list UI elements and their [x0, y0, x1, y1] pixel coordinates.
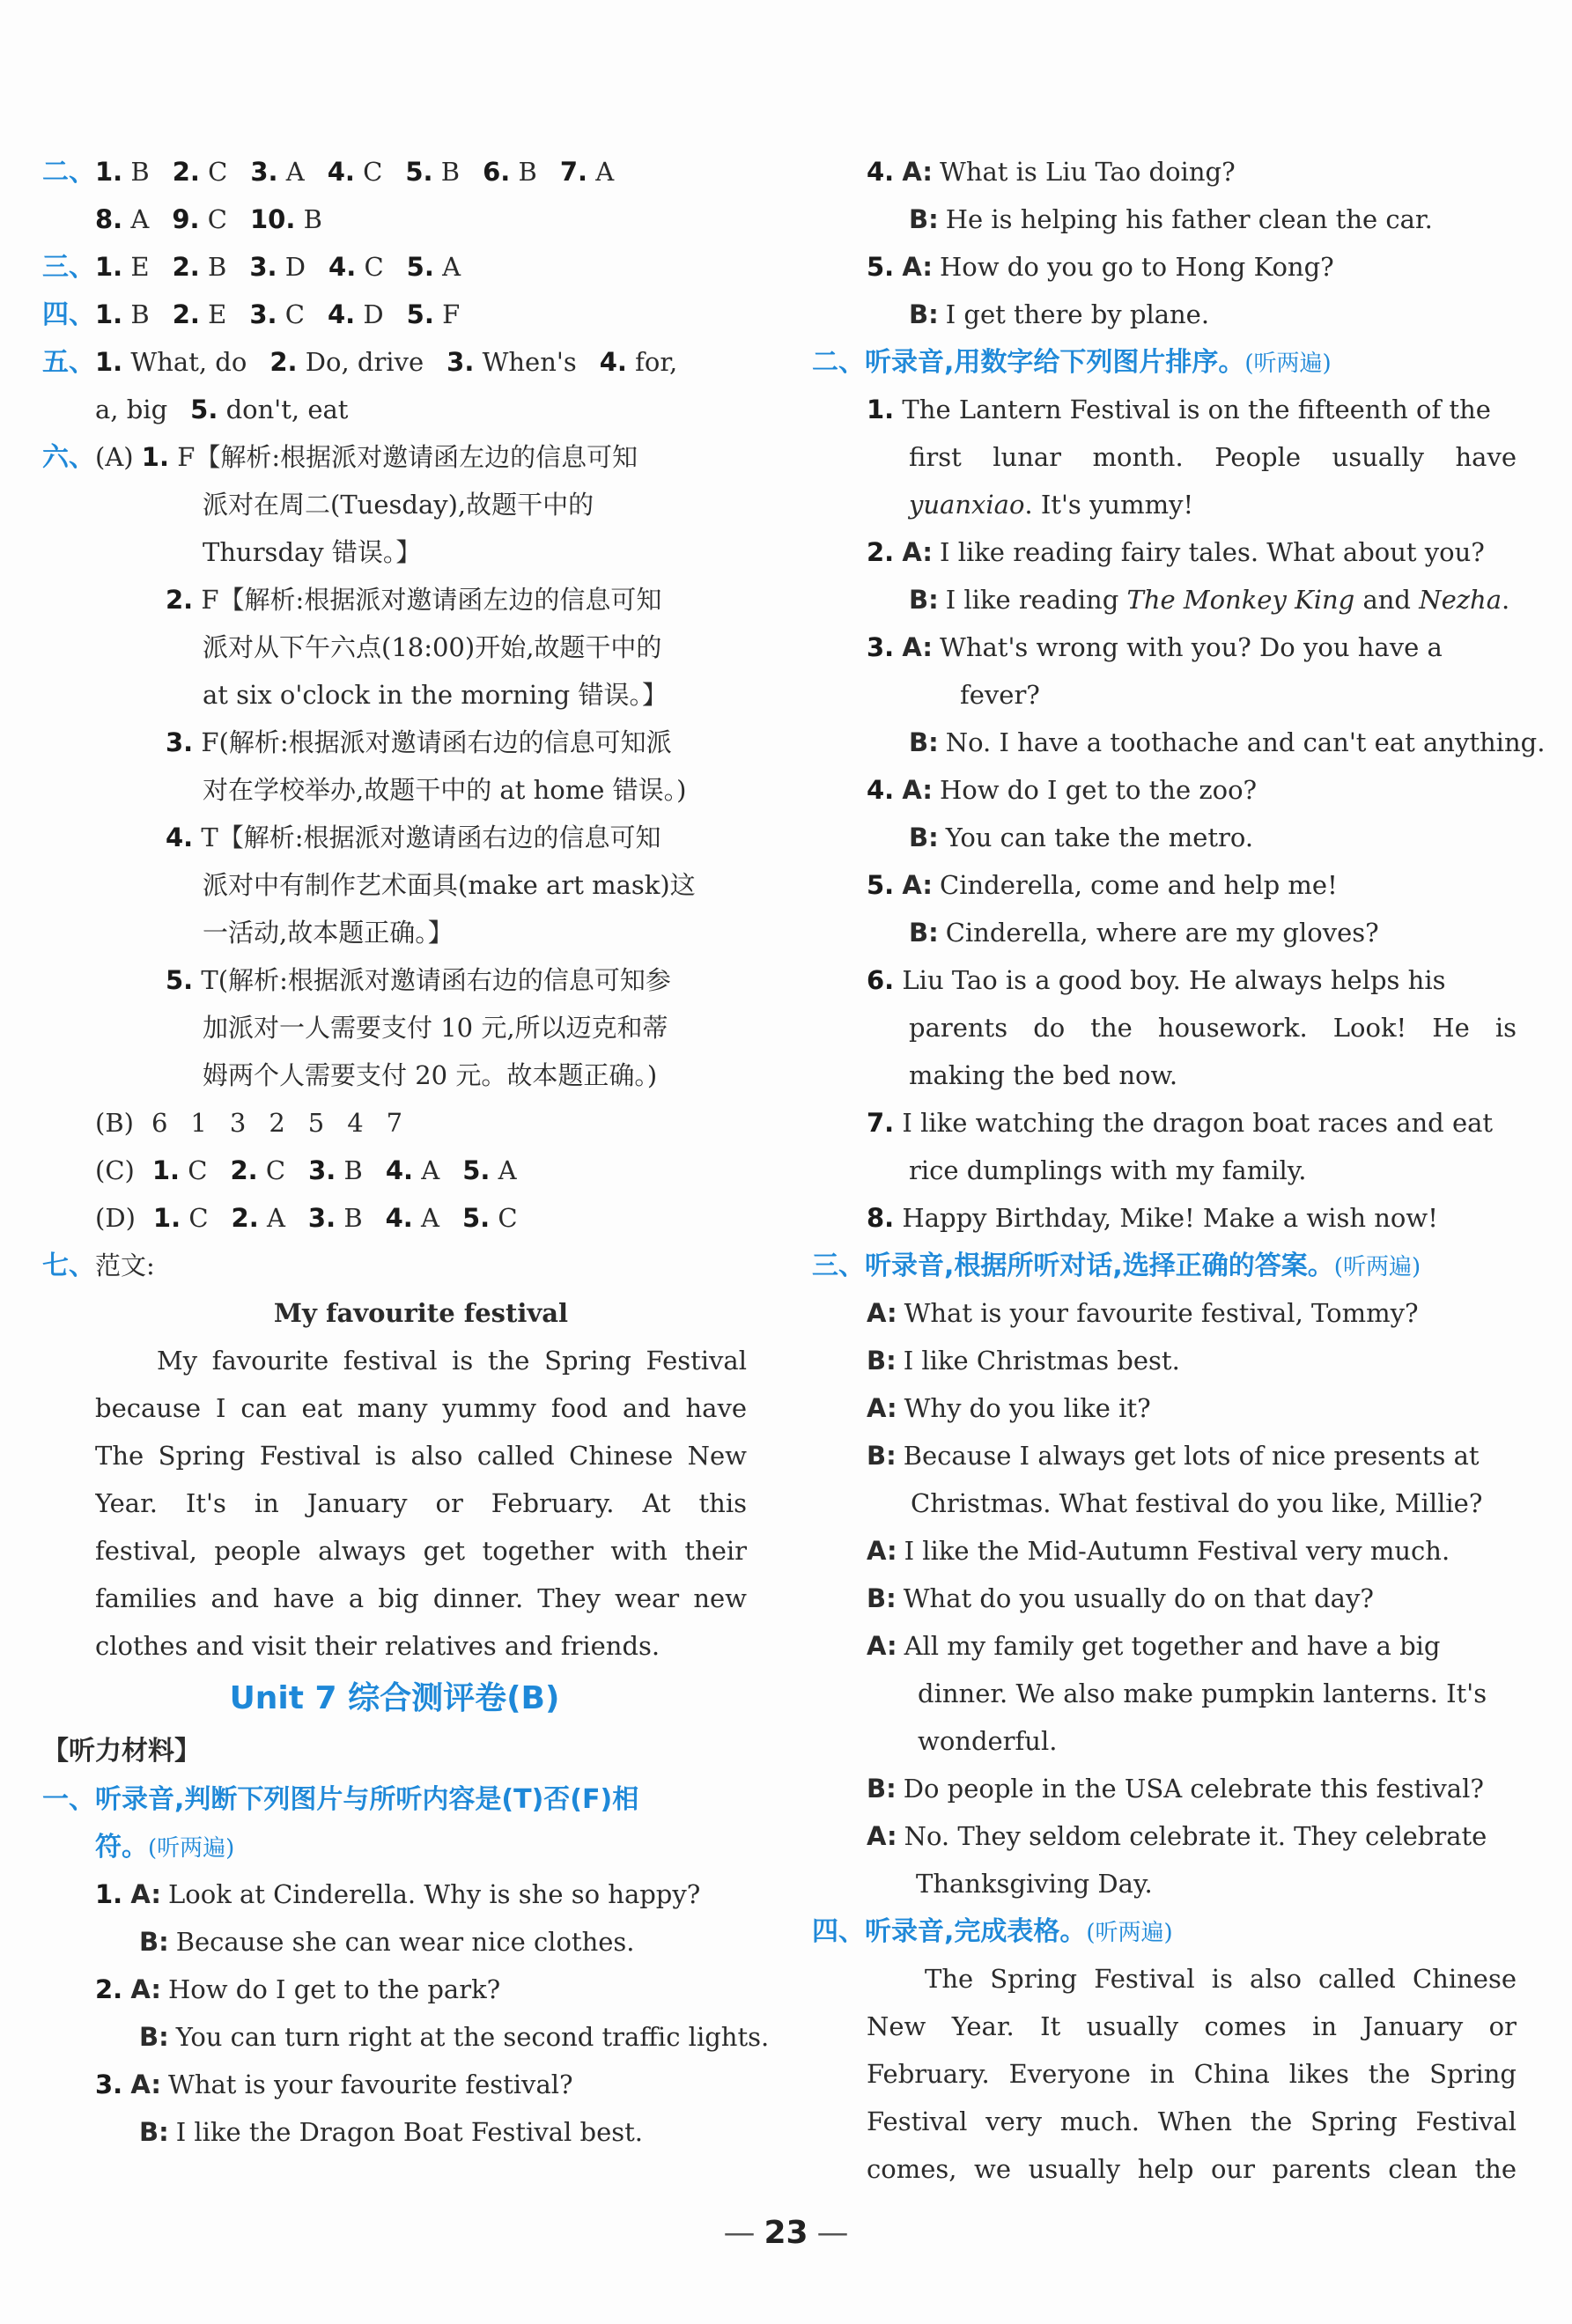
dialog-4-b: [909, 196, 1517, 243]
section-title: 听录音,判断下列图片与所听内容是(T)否(F)相: [95, 1784, 639, 1815]
explanation-text: 对在学校举办,故题干中的 at home 错误。): [203, 775, 687, 805]
listen-twice-note: (听两遍): [1086, 1920, 1173, 1946]
answer: E: [208, 299, 227, 329]
q-num: 1.: [95, 157, 123, 187]
sec6-partB: [95, 1099, 747, 1147]
dialog-1-b: [139, 1918, 747, 1966]
q-num: 2.: [172, 299, 200, 329]
explanation-text: 一活动,故本题正确。】: [203, 918, 454, 948]
q-num: 3.: [867, 632, 895, 662]
part-label: (B): [95, 1108, 134, 1138]
passage-line: comes, we usually help our parents clean the: [867, 2154, 1517, 2184]
answer-row-sec2-2: [95, 196, 747, 243]
dialog-text: I like reading: [945, 585, 1127, 615]
part2-item1-line1: [867, 386, 1517, 433]
listening-text: first lunar month. People usually have: [909, 442, 1517, 472]
answer: D: [363, 299, 384, 329]
answer: A: [595, 157, 615, 187]
q-num: 1.: [867, 395, 895, 424]
section-label: 二、: [42, 157, 95, 188]
explanation-text: F【解析:根据派对邀请函左边的信息可知: [177, 442, 638, 472]
explanation-text: 姆两个人需要支付 20 元。故本题正确。): [203, 1060, 658, 1090]
q-num: 2.: [230, 1155, 258, 1185]
listening-text: parents do the housework. Look! He is: [909, 1013, 1517, 1043]
answer-row-sec4: [42, 291, 747, 338]
q-num: 3.: [250, 157, 278, 187]
dialog-text: dinner. We also make pumpkin lanterns. It's: [918, 1678, 1487, 1708]
q-num: 4.: [166, 823, 194, 852]
section-label: 四、: [812, 1916, 865, 1947]
answer: A: [442, 252, 461, 282]
q-num: 5.: [462, 1155, 491, 1185]
dialog-text: All my family get together and have a big: [904, 1631, 1441, 1661]
q-num: 1.: [95, 347, 123, 377]
part2-item4-a: [867, 766, 1517, 814]
sec6-partC: [95, 1147, 747, 1194]
answer: C: [498, 1203, 518, 1233]
part2-item1-line3: [909, 481, 1517, 528]
part4-title: [812, 1907, 1517, 1955]
q-num: 7.: [559, 157, 588, 187]
answer: 4: [347, 1108, 364, 1138]
q-num: 5.: [867, 870, 895, 900]
speaker-b: B:: [139, 1927, 169, 1957]
answer: for,: [635, 347, 678, 377]
answer: B: [440, 157, 461, 187]
section-label: 三、: [812, 1251, 865, 1281]
q-num: 10.: [250, 204, 296, 234]
explanation-text: at six o'clock in the morning 错误。】: [203, 680, 668, 710]
speaker-a: A:: [902, 157, 934, 187]
passage-line: February. Everyone in China likes the Spring: [867, 2059, 1517, 2089]
explanation-text: 加派对一人需要支付 10 元,所以迈克和蒂: [203, 1013, 668, 1043]
listening-text: making the bed now.: [909, 1060, 1178, 1090]
part2-item7-line1: [867, 1099, 1517, 1147]
listening-header: 【听力材料】: [42, 1736, 201, 1767]
section-label: 六、: [42, 442, 95, 473]
part2-item5-b: [909, 909, 1517, 956]
speaker-a: A:: [902, 870, 934, 900]
essay-title: My favourite festival: [273, 1298, 569, 1328]
section-label: 四、: [42, 299, 95, 330]
page-number-dash-right: —: [816, 2215, 849, 2251]
essay-line: clothes and visit their relatives and friends.: [95, 1631, 661, 1661]
dialog-text: How do I get to the zoo?: [940, 775, 1258, 805]
answer: A: [421, 1203, 439, 1233]
essay-line: festival, people always get together with their: [95, 1536, 747, 1566]
answer: C: [284, 299, 305, 329]
essay-line: My favourite festival is the Spring Festival: [157, 1346, 747, 1376]
q-num: 1.: [141, 442, 169, 472]
part-label: (A): [95, 442, 134, 472]
answer: B: [518, 157, 537, 187]
q-num: 4.: [328, 252, 357, 282]
part2-item2-b: [909, 576, 1517, 623]
speaker-a: A:: [902, 632, 934, 662]
explanation-text: 派对中有制作艺术面具(make art mask)这: [203, 870, 696, 900]
q-num: 3.: [166, 727, 194, 757]
answer: B: [343, 1155, 363, 1185]
dialog-text: Look at Cinderella. Why is she so happy?: [168, 1879, 701, 1909]
answer: C: [188, 1155, 208, 1185]
explanation-text: 派对从下午六点(18:00)开始,故题干中的: [203, 632, 662, 662]
answer: 3: [229, 1108, 247, 1138]
book-title: Nezha: [1419, 585, 1502, 615]
answer: Do, drive: [305, 347, 424, 377]
listen-twice-note: (听两遍): [1244, 350, 1332, 377]
listening-text: Liu Tao is a good boy. He always helps his: [902, 965, 1446, 995]
answer: B: [130, 299, 150, 329]
section-title: 听录音,完成表格。: [865, 1916, 1087, 1947]
part3-line: [867, 1527, 1517, 1575]
q-num: 2.: [867, 537, 895, 567]
dialog-text: No. I have a toothache and can't eat anything.: [945, 727, 1546, 757]
answer: B: [208, 252, 227, 282]
explanation-text: Thursday 错误。】: [203, 537, 422, 567]
q-num: 9.: [172, 204, 200, 234]
section-label: 三、: [42, 252, 95, 283]
part2-item4-b: [909, 814, 1517, 861]
part3-title: [812, 1242, 1517, 1289]
passage-line: The Spring Festival is also called Chinese: [925, 1964, 1517, 1994]
essay-line: Year. It's in January or February. At this: [95, 1488, 747, 1518]
answer: 2: [269, 1108, 285, 1138]
answer: A: [285, 157, 305, 187]
answer: 1: [190, 1108, 207, 1138]
part2-title: [812, 338, 1517, 386]
speaker-b: B:: [867, 1583, 897, 1613]
dialog-text: fever?: [960, 680, 1040, 710]
speaker-a: A:: [867, 1298, 897, 1328]
q-num: 2.: [95, 1974, 123, 2004]
speaker-a: A:: [902, 537, 934, 567]
speaker-b: B:: [909, 299, 939, 329]
speaker-b: B:: [909, 918, 939, 948]
passage-line: Festival very much. When the Spring Festival: [867, 2106, 1517, 2136]
part1-title-line2: [95, 1823, 747, 1870]
answer: C: [265, 1155, 286, 1185]
q-num: 1.: [151, 1155, 181, 1185]
part3-line: [867, 1765, 1517, 1812]
q-num: 1.: [95, 1879, 123, 1909]
speaker-b: B:: [867, 1441, 897, 1471]
answer: a, big: [95, 395, 168, 424]
q-num: 3.: [308, 1155, 336, 1185]
q-num: 3.: [95, 2069, 123, 2099]
part3-line: [867, 1432, 1517, 1479]
part2-item5-a: [867, 861, 1517, 909]
essay-line: The Spring Festival is also called Chinese New: [95, 1441, 747, 1471]
part2-item3-a: [867, 623, 1517, 671]
dialog-3-b: [139, 2108, 747, 2156]
q-num: 5.: [166, 965, 194, 995]
q-num: 4.: [385, 1155, 414, 1185]
dialog-3-a: [95, 2061, 747, 2108]
answer: A: [498, 1155, 517, 1185]
speaker-a: A:: [130, 1974, 162, 2004]
dialog-text: How do I get to the park?: [168, 1974, 501, 2004]
q-num: 5.: [462, 1203, 491, 1233]
unit-title: Unit 7 综合测评卷(B): [229, 1680, 560, 1716]
listening-text: . It's yummy!: [1024, 490, 1194, 520]
dialog-5-b: [909, 291, 1517, 338]
answer: B: [130, 157, 150, 187]
answer: C: [208, 157, 228, 187]
dialog-text: You can take the metro.: [945, 823, 1254, 852]
answer: When's: [482, 347, 577, 377]
sec6-q1-line1: [42, 433, 747, 481]
sec6-partD: [95, 1194, 747, 1242]
dialog-text: What is your favourite festival?: [168, 2069, 573, 2099]
part3-line: [867, 1384, 1517, 1432]
dialog-text: I get there by plane.: [945, 299, 1210, 329]
answer: C: [363, 157, 383, 187]
dialog-text: .: [1502, 585, 1510, 615]
section-label: 二、: [812, 347, 865, 378]
dialog-text: Because she can wear nice clothes.: [175, 1927, 635, 1957]
essay-line: because I can eat many yummy food and have: [95, 1393, 747, 1423]
dialog-text: I like reading fairy tales. What about you?: [940, 537, 1485, 567]
answer: don't, eat: [225, 395, 349, 424]
explanation-text: F【解析:根据派对邀请函左边的信息可知: [201, 585, 662, 615]
part-label: (D): [95, 1203, 136, 1233]
q-num: 3.: [249, 299, 277, 329]
section-title: 听录音,根据所听对话,选择正确的答案。: [865, 1251, 1334, 1281]
part2-item8: [867, 1194, 1517, 1242]
q-num: 1.: [152, 1203, 181, 1233]
answer: C: [207, 204, 227, 234]
dialog-text: Do people in the USA celebrate this festival?: [903, 1774, 1484, 1804]
q-num: 2.: [172, 252, 200, 282]
dialog-4-a: [867, 148, 1517, 196]
answer-row-sec2-1: [42, 148, 747, 196]
dialog-text: No. They seldom celebrate it. They celebrate: [904, 1821, 1487, 1851]
q-num: 5.: [405, 157, 433, 187]
sec6-q2-line1: [166, 576, 747, 623]
speaker-a: A:: [902, 775, 934, 805]
q-num: 2.: [166, 585, 194, 615]
speaker-b: B:: [867, 1346, 897, 1376]
dialog-text: Cinderella, come and help me!: [940, 870, 1338, 900]
listen-twice-note: (听两遍): [148, 1835, 235, 1862]
part3-line: [867, 1622, 1517, 1670]
q-num: 4.: [867, 775, 895, 805]
q-num: 4.: [867, 157, 895, 187]
dialog-text: You can turn right at the second traffic lights.: [175, 2022, 770, 2052]
italic-term: yuanxiao: [909, 490, 1025, 520]
answer: C: [364, 252, 384, 282]
section-label: 五、: [42, 347, 95, 378]
part-label: (C): [95, 1155, 135, 1185]
dialog-text: What is Liu Tao doing?: [940, 157, 1236, 187]
dialog-text: and: [1354, 585, 1420, 615]
dialog-text: I like the Dragon Boat Festival best.: [175, 2117, 644, 2147]
speaker-a: A:: [867, 1536, 897, 1566]
answer: B: [303, 204, 322, 234]
answer: F: [442, 299, 461, 329]
section-title: 听录音,用数字给下列图片排序。: [865, 347, 1245, 378]
dialog-text: What do you usually do on that day?: [903, 1583, 1374, 1613]
q-num: 5.: [867, 252, 895, 282]
left-column: [42, 148, 770, 2156]
part3-line: [867, 1337, 1517, 1384]
part1-title-line1: [42, 1775, 747, 1823]
speaker-a: A:: [130, 1879, 162, 1909]
right-column: [812, 148, 1546, 2193]
speaker-a: A:: [130, 2069, 162, 2099]
answer: E: [130, 252, 150, 282]
speaker-a: A:: [867, 1821, 897, 1851]
page-number: [0, 2215, 1572, 2251]
q-num: 8.: [867, 1203, 895, 1233]
explanation-text: F(解析:根据派对邀请函右边的信息可知派: [201, 727, 672, 757]
q-num: 2.: [172, 157, 200, 187]
page-number-value: 23: [764, 2215, 808, 2251]
part2-item3-b: [909, 719, 1546, 766]
q-num: 4.: [327, 157, 355, 187]
answer-row-sec3: [42, 243, 747, 291]
q-num: 7.: [867, 1108, 895, 1138]
listening-text: rice dumplings with my family.: [909, 1155, 1307, 1185]
speaker-b: B:: [909, 823, 939, 852]
speaker-b: B:: [139, 2022, 169, 2052]
answer: A: [421, 1155, 440, 1185]
answer: A: [266, 1203, 285, 1233]
q-num: 1.: [95, 299, 123, 329]
q-num: 3.: [307, 1203, 336, 1233]
answer: 5: [307, 1108, 325, 1138]
answer: 7: [386, 1108, 403, 1138]
speaker-b: B:: [909, 727, 939, 757]
dialog-text: He is helping his father clean the car.: [945, 204, 1433, 234]
essay-line: families and have a big dinner. They wear new: [95, 1583, 747, 1613]
answer: D: [284, 252, 306, 282]
q-num: 5.: [190, 395, 218, 424]
q-num: 6.: [483, 157, 511, 187]
part3-line: [867, 1812, 1517, 1860]
speaker-b: B:: [139, 2117, 169, 2147]
section-title: 符。: [95, 1832, 148, 1863]
dialog-text: Because I always get lots of nice presents at: [903, 1441, 1480, 1471]
speaker-a: A:: [867, 1393, 897, 1423]
dialog-2-b: [139, 2013, 770, 2061]
listen-twice-note: (听两遍): [1333, 1254, 1421, 1280]
q-num: 5.: [406, 252, 434, 282]
answer: B: [343, 1203, 363, 1233]
sec6-q3-line1: [166, 719, 747, 766]
dialog-text: wonderful.: [918, 1726, 1058, 1756]
part3-line: [867, 1289, 1517, 1337]
answer-row-sec5-1: [42, 338, 747, 386]
listening-text: I like watching the dragon boat races and eat: [902, 1108, 1494, 1138]
q-num: 2.: [269, 347, 298, 377]
answer: What, do: [130, 347, 247, 377]
page-number-dash-left: —: [723, 2215, 756, 2251]
dialog-text: How do you go to Hong Kong?: [940, 252, 1334, 282]
dialog-5-a: [867, 243, 1517, 291]
q-num: 4.: [327, 299, 356, 329]
speaker-a: A:: [867, 1631, 897, 1661]
q-num: 2.: [231, 1203, 259, 1233]
listening-text: Happy Birthday, Mike! Make a wish now!: [902, 1203, 1438, 1233]
dialog-1-a: [95, 1870, 747, 1918]
dialog-text: What's wrong with you? Do you have a: [940, 632, 1443, 662]
q-num: 3.: [447, 347, 475, 377]
answer: C: [188, 1203, 209, 1233]
sec7-header: [42, 1242, 747, 1289]
q-num: 3.: [249, 252, 277, 282]
sec6-q5-line1: [166, 956, 747, 1004]
answer-row-sec5-2: [95, 386, 747, 433]
dialog-text: Why do you like it?: [904, 1393, 1151, 1423]
book-title: The Monkey King: [1126, 585, 1355, 615]
explanation-text: T【解析:根据派对邀请函右边的信息可知: [201, 823, 661, 852]
intro-text: 范文:: [95, 1251, 155, 1280]
q-num: 6.: [867, 965, 895, 995]
explanation-text: 派对在周二(Tuesday),故题干中的: [203, 490, 594, 520]
q-num: 1.: [95, 252, 123, 282]
section-label: 七、: [42, 1251, 95, 1281]
dialog-text: Christmas. What festival do you like, Millie?: [911, 1488, 1483, 1518]
dialog-2-a: [95, 1966, 747, 2013]
speaker-b: B:: [909, 585, 939, 615]
answer: 6: [151, 1108, 168, 1138]
section-label: 一、: [42, 1784, 95, 1815]
dialog-text: I like Christmas best.: [903, 1346, 1180, 1376]
speaker-a: A:: [902, 252, 934, 282]
q-num: 4.: [599, 347, 627, 377]
q-num: 4.: [385, 1203, 413, 1233]
explanation-text: T(解析:根据派对邀请函右边的信息可知参: [201, 965, 671, 995]
part2-item6-line1: [867, 956, 1517, 1004]
speaker-b: B:: [867, 1774, 897, 1804]
dialog-text: I like the Mid-Autumn Festival very much.: [904, 1536, 1450, 1566]
q-num: 8.: [95, 204, 123, 234]
q-num: 5.: [406, 299, 434, 329]
passage-line: New Year. It usually comes in January or: [867, 2011, 1517, 2041]
listening-text: The Lantern Festival is on the fifteenth of the: [902, 395, 1491, 424]
answer: A: [130, 204, 150, 234]
dialog-text: Thanksgiving Day.: [916, 1869, 1153, 1899]
dialog-text: What is your favourite festival, Tommy?: [904, 1298, 1419, 1328]
part3-line: [867, 1575, 1517, 1622]
dialog-text: Cinderella, where are my gloves?: [945, 918, 1379, 948]
part2-item2-a: [867, 528, 1517, 576]
sec6-q4-line1: [166, 814, 747, 861]
speaker-b: B:: [909, 204, 939, 234]
